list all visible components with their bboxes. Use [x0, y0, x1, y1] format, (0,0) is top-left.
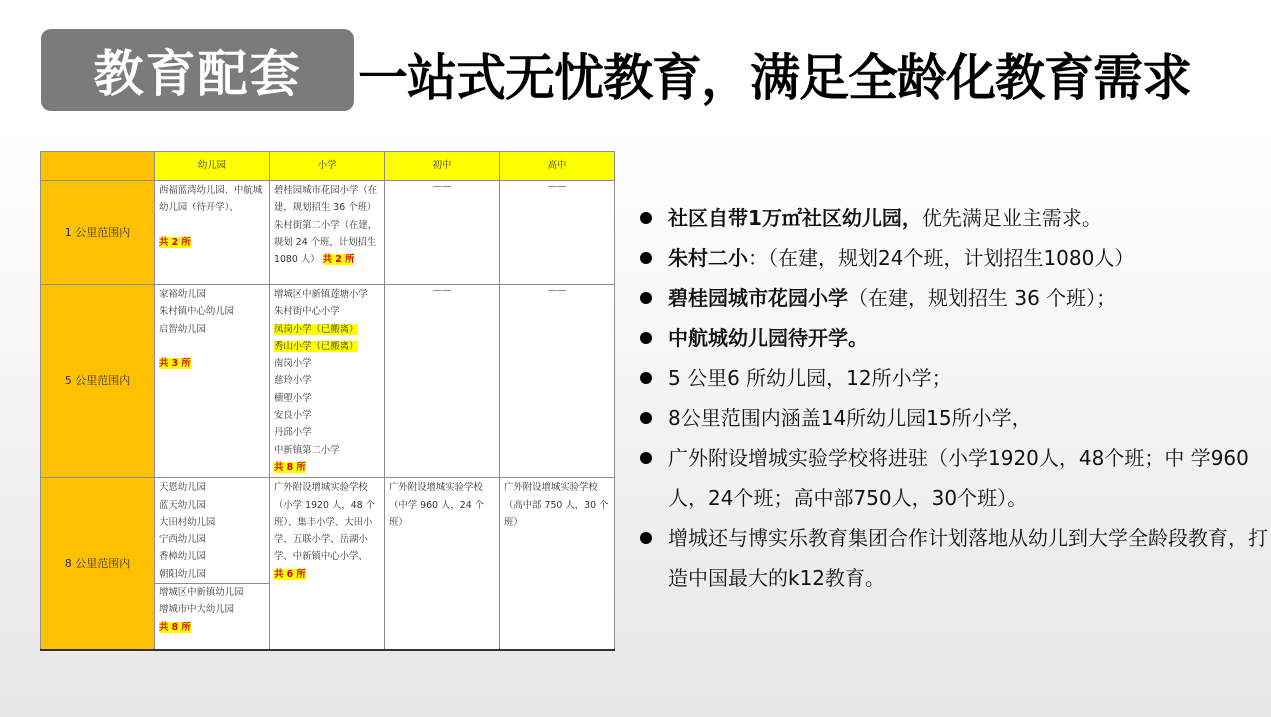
junior-cell: 广外附设增城实验学校（中学 960 人，24 个班） — [385, 478, 500, 650]
primary-cell — [270, 181, 385, 285]
table-header-row — [41, 152, 615, 181]
bullet-text: 优先满足业主需求。 — [921, 206, 1102, 230]
count-label: 共 8 所 — [159, 621, 191, 633]
count-label: 共 6 所 — [274, 568, 306, 580]
list-item — [636, 358, 1271, 398]
bullet-dot-icon — [640, 252, 652, 264]
bullet-dot-icon — [640, 532, 652, 544]
list-item: 启智幼儿园 — [159, 323, 206, 335]
range-cell: 8 公里范围内 — [41, 478, 155, 650]
count-label: 共 8 所 — [274, 461, 306, 473]
list-item: 蓝天幼儿园 — [159, 499, 206, 511]
count-label: 共 2 所 — [322, 254, 355, 266]
school-table-container — [40, 151, 614, 649]
page-title: 一站式无忧教育，满足全龄化教育需求 — [358, 49, 1191, 107]
list-item: 增城区中新镇幼儿园 — [159, 587, 244, 599]
table-corner-cell — [41, 152, 155, 181]
junior-cell — [385, 285, 500, 478]
junior-cell — [385, 181, 500, 285]
dash-mark: —— — [547, 181, 567, 192]
bullet-text: 5 公里6 所幼儿园，12所小学； — [668, 366, 952, 390]
range-cell: 5 公里范围内 — [41, 285, 155, 478]
list-item: 朱村镇中心幼儿园 — [159, 306, 235, 318]
bullet-text: 8公里范围内涵盖14所幼儿园15所小学， — [668, 406, 1032, 430]
list-item: 安良小学 — [274, 410, 312, 422]
list-item: 丹邱小学 — [274, 427, 312, 439]
bullet-bold-text: 碧桂园城市花园小学 — [668, 286, 848, 310]
table-row — [41, 478, 615, 650]
column-header: 幼儿园 — [155, 152, 270, 181]
list-item — [636, 278, 1271, 318]
list-item: 南岗小学 — [274, 358, 312, 370]
list-item: 增城区中新镇莲塘小学 — [274, 289, 368, 300]
bullet-text: 广外附设增城实验学校将进驻（小学1920人，48个班；中 学960人，24个班；高中部750人，30个班）。 — [668, 446, 1249, 510]
list-item: 增城市中大幼儿园 — [159, 604, 235, 616]
school-table — [40, 151, 615, 651]
bullet-dot-icon — [640, 292, 652, 304]
primary-cell — [270, 285, 385, 478]
bullet-bold-text: 朱村二小 — [668, 246, 748, 270]
table-row — [41, 181, 615, 285]
column-header: 高中 — [500, 152, 615, 181]
bullet-bold-text: 社区自带1万㎡社区幼儿园， — [668, 206, 922, 230]
dash-mark: —— — [432, 285, 452, 296]
dash-mark: —— — [547, 285, 567, 296]
senior-cell: 广外附设增城实验学校（高中部 750 人，30 个班） — [500, 478, 615, 650]
primary-cell — [270, 478, 385, 650]
list-item — [636, 198, 1271, 238]
count-label: 共 3 所 — [159, 357, 191, 369]
column-header: 小学 — [270, 152, 385, 181]
dash-mark: —— — [432, 181, 452, 192]
list-item: 朝阳幼儿园 — [159, 568, 206, 580]
bullet-dot-icon — [640, 412, 652, 424]
list-item: 天恩幼儿园 — [159, 482, 206, 494]
table-row — [41, 285, 615, 478]
kindergarten-cell — [155, 181, 270, 285]
bullet-bold-text: 中航城幼儿园待开学。 — [668, 326, 868, 350]
list-item: 秀山小学（已搬离） — [274, 340, 359, 352]
list-item: 凤岗小学（已搬离） — [274, 323, 359, 335]
list-item: 香樟幼儿园 — [159, 551, 206, 563]
bullet-text: （在建，规划招生 36 个班）； — [848, 286, 1117, 310]
list-item: 大田村幼儿园 — [159, 516, 216, 528]
bullet-dot-icon — [640, 332, 652, 344]
list-item: 慈玲小学 — [274, 375, 312, 387]
list-item: 朱村街中心小学 — [274, 306, 340, 318]
bullet-dot-icon — [640, 452, 652, 464]
bullet-dot-icon — [640, 372, 652, 384]
column-header: 初中 — [385, 152, 500, 181]
list-item: 朱村街第二小学（在建，规划 24 个班，计划招生 1080 人） — [274, 219, 378, 266]
list-item: 家裕幼儿园 — [159, 289, 206, 300]
list-item: 广外附设增城实验学校（小学 1920 人，48 个班）、集丰小学、大田小学、五联小学、岳湖小学、中新镇中心小学、 — [274, 482, 375, 563]
list-item — [636, 398, 1271, 438]
list-item: 横塱小学 — [274, 392, 312, 404]
list-item: 中新镇第二小学 — [274, 444, 340, 456]
count-label: 共 2 所 — [159, 236, 191, 248]
list-item: 西福蓝湾幼儿园、中航城幼儿园（待开学）、 — [159, 185, 263, 214]
highlights-list — [636, 198, 1271, 598]
section-tag-label: 教育配套 — [93, 45, 302, 103]
bullet-dot-icon — [640, 212, 652, 224]
list-item — [636, 238, 1271, 278]
senior-cell — [500, 181, 615, 285]
bullet-text: 增城还与博实乐教育集团合作计划落地从幼儿到大学全龄段教育，打造中国最大的k12教育。 — [668, 526, 1268, 590]
list-item: 宁西幼儿园 — [159, 534, 206, 546]
kindergarten-cell — [155, 285, 270, 478]
range-cell: 1 公里范围内 — [41, 181, 155, 285]
list-item — [636, 318, 1271, 358]
kindergarten-cell — [155, 478, 270, 650]
list-item: 碧桂园城市花园小学（在建，规划招生 36 个班） — [274, 185, 378, 214]
senior-cell — [500, 285, 615, 478]
list-item — [636, 518, 1271, 598]
section-tag — [41, 29, 354, 111]
bullet-text: ：（在建，规划24个班，计划招生1080人） — [748, 246, 1135, 270]
list-item — [636, 438, 1271, 518]
